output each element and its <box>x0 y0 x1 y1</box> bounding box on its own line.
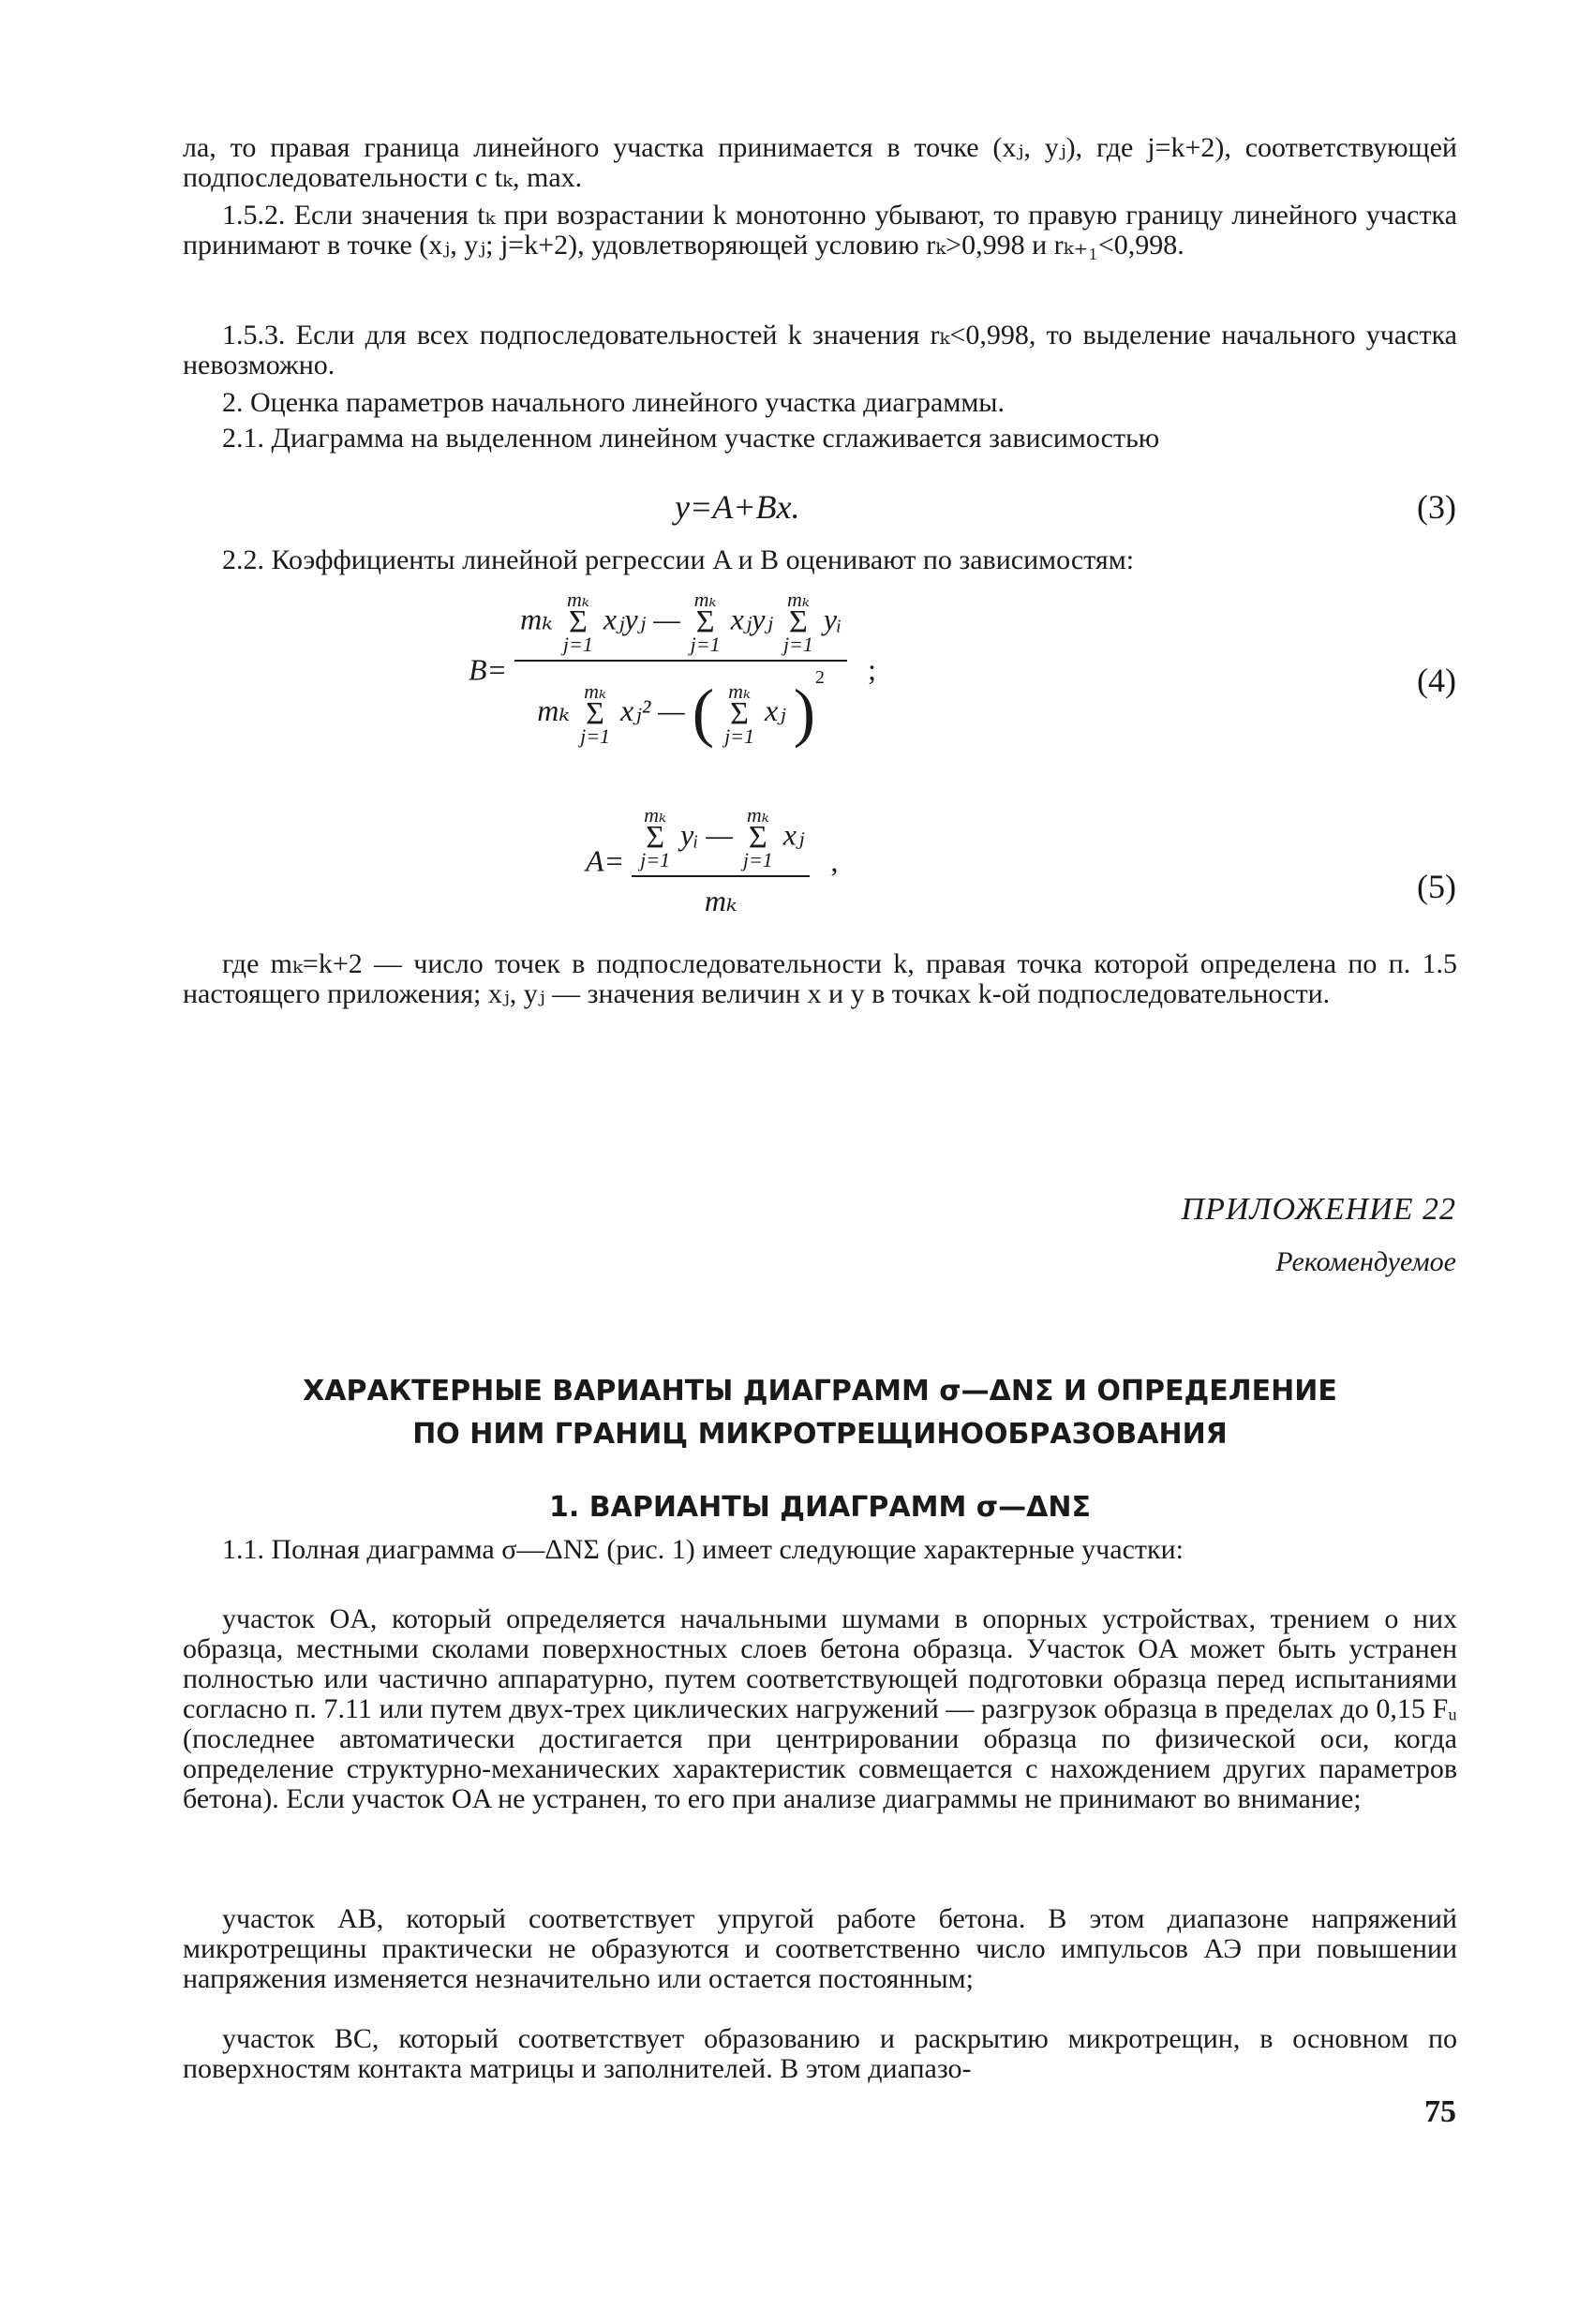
left-paren: ( <box>692 677 715 750</box>
eq4-square: 2 <box>815 667 825 688</box>
eq5-den-mk: mₖ <box>704 884 737 917</box>
eq4-num-xy: xⱼyⱼ — <box>603 602 680 636</box>
eq4-fraction <box>514 588 847 752</box>
eq5-denominator <box>632 875 810 918</box>
paragraph-section-ab: участок AB, который соответствует упругой работе бетона. В этом диапазоне напряжений микротрещины практически не образуются и соответственно число импульсов АЭ при повышении напряжения изменяется незначительно или остается постоянным; <box>183 1903 1457 1994</box>
eq4-den-x: xⱼ <box>765 693 786 727</box>
sum-sign: mₖ Σ j=1 <box>640 803 671 872</box>
eq4-den-x2: xⱼ² — <box>620 693 685 727</box>
sum-sign: mₖ Σ j=1 <box>724 678 755 748</box>
eq5-lhs: A= <box>586 843 625 878</box>
paragraph-section-bc: участок BC, который соответствует образованию и раскрытию микротрещин, в основном по поверхностям контакта матрицы и заполнителей. В этом диапазо- <box>183 2023 1457 2084</box>
eq5-num-x: xⱼ <box>782 817 805 852</box>
paragraph-2: 2. Оценка параметров начального линейного участка диаграммы. <box>222 387 1005 418</box>
page-number: 75 <box>1424 2094 1456 2129</box>
appendix-title: ПРИЛОЖЕНИЕ 22 <box>1181 1192 1456 1227</box>
paragraph-1-5-2: 1.5.2. Если значения tₖ при возрастании k монотонно убывают, то правую границу линейного участка принимают в точке (xⱼ, yⱼ; j=k+2), удовлетворяющей условию rₖ>0,998 и rₖ₊₁<0,998. <box>183 200 1457 261</box>
paragraph-continued: ла, то правая граница линейного участка принимается в точке (xⱼ, yⱼ), где j=k+2), соответствующей подпоследовательности с tₖ, max. <box>183 132 1457 193</box>
eq5-numerator <box>632 804 810 875</box>
main-heading-line-1: ХАРАКТЕРНЫЕ ВАРИАНТЫ ДИАГРАММ σ—ΔNΣ И ОПРЕДЕЛЕНИЕ <box>303 1375 1337 1408</box>
paragraph-2-1: 2.1. Диаграмма на выделенном линейном участке сглаживается зависимостью <box>222 423 1160 454</box>
eq4-num-xy-2: xⱼyⱼ <box>730 602 773 636</box>
main-heading-line-2: ПО НИМ ГРАНИЦ МИКРОТРЕЩИНООБРАЗОВАНИЯ <box>412 1418 1228 1451</box>
sum-sign: mₖ Σ j=1 <box>782 588 813 656</box>
paragraph-section-oa: участок OA, который определяется начальными шумами в опорных устройствах, трением о них образца, местными сколами поверхностных слоев бетона образца. Участок OA может быть устранен полностью или частично аппаратурно, путем соответствующей подготовки образца перед испытаниями согласно п. 7.11 или путем двух-трех циклических нагружений — разгрузок образца в пределах до 0,15 Fᵤ (последнее автоматически достигается при центрировании образца по физической оси, когда определение структурно-механических характеристик совмещается с нахождением других параметров бетона). Если участок OA не устранен, то его при анализе диаграммы не принимают во внимание; <box>183 1603 1457 1814</box>
paragraph-1-5-3: 1.5.3. Если для всех подпоследовательностей k значения rₖ<0,998, то выделение начального участка невозможно. <box>183 320 1457 380</box>
equation-3: y=A+Bx. <box>675 488 800 526</box>
equation-4-label: (4) <box>1417 662 1456 699</box>
equation-4 <box>469 588 876 752</box>
paragraph-where: где mₖ=k+2 — число точек в подпоследовательности k, правая точка которой определена по п. 1.5 настоящего приложения; xⱼ, yⱼ — значения величин x и y в точках k-ой подпоследовательности. <box>183 948 1457 1009</box>
eq4-den-mk: mₖ <box>537 693 571 727</box>
eq4-lhs: B= <box>469 652 508 687</box>
sum-sign: mₖ Σ j=1 <box>580 678 611 748</box>
sum-sign: mₖ Σ j=1 <box>562 588 593 656</box>
sum-sign: mₖ Σ j=1 <box>690 588 721 656</box>
eq4-num-y: yᵢ <box>823 602 842 636</box>
equation-3-label: (3) <box>1417 488 1456 526</box>
paragraph-1-1: 1.1. Полная диаграмма σ—ΔNΣ (рис. 1) имеет следующие характерные участки: <box>222 1534 1184 1565</box>
equation-5 <box>586 804 838 918</box>
eq5-fraction <box>632 804 810 918</box>
section-heading: 1. ВАРИАНТЫ ДИАГРАММ σ—ΔNΣ <box>549 1491 1091 1524</box>
equation-5-label: (5) <box>1417 868 1456 905</box>
eq4-denominator <box>514 660 847 752</box>
paragraph-2-2: 2.2. Коэффициенты линейной регрессии A и B оценивают по зависимостям: <box>222 544 1135 575</box>
eq5-num-y: yᵢ — <box>680 817 733 852</box>
eq4-tail: ; <box>868 652 877 687</box>
eq4-numerator <box>514 588 847 660</box>
appendix-subtitle: Рекомендуемое <box>1275 1246 1456 1277</box>
sum-sign: mₖ Σ j=1 <box>742 803 773 872</box>
eq4-num-mk: mₖ <box>520 602 553 636</box>
eq5-tail: , <box>830 843 839 878</box>
right-paren: ) <box>793 677 815 750</box>
